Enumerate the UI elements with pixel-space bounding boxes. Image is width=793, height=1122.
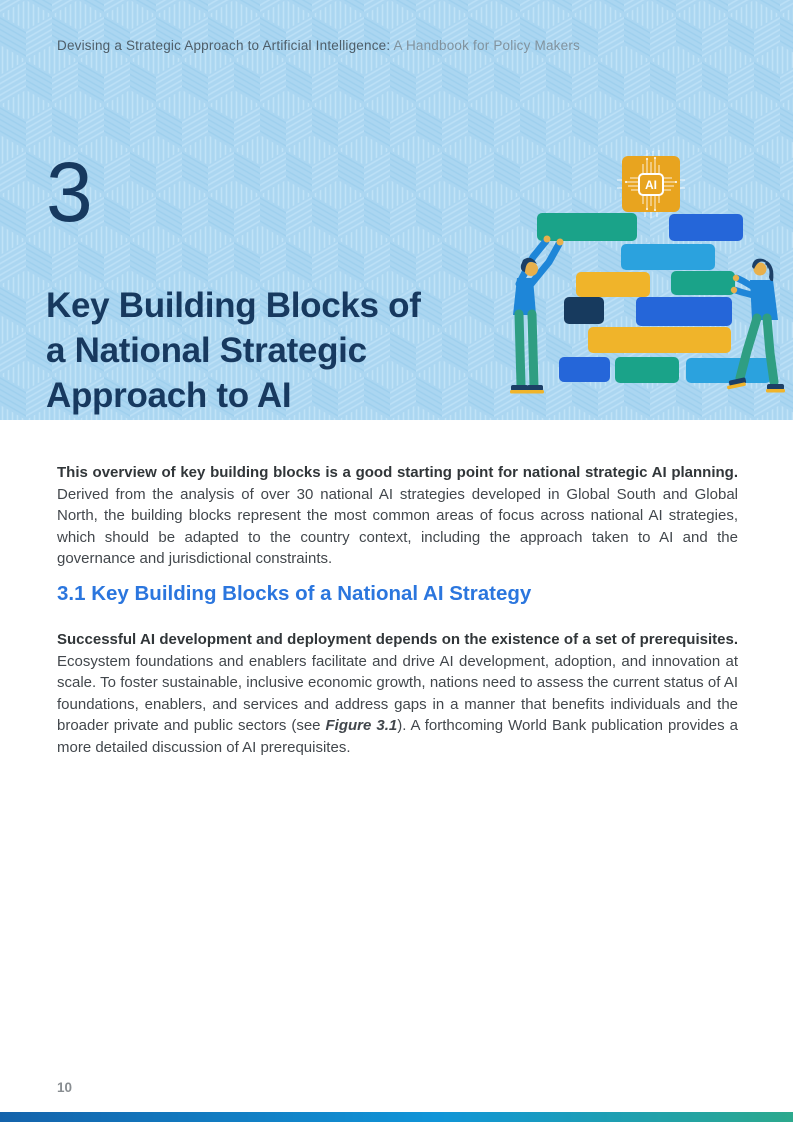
- running-header: [57, 38, 580, 53]
- running-header-title: Devising a Strategic Approach to Artificial Intelligence:: [57, 38, 391, 53]
- ai-chip-label: AI: [645, 178, 657, 192]
- section-body-before-figure: Ecosystem foundations and enablers facilitate and drive AI development, adoption, and innovation at scale. To foster sustainable, inclusive economic growth, nations need to assess the current status of AI foundations, enablers, and services and address gaps in a manner that benefits individuals and the broader private and public sectors (see: [57, 652, 738, 734]
- footer-gradient-bar: [0, 1112, 793, 1122]
- section-lead-sentence: Successful AI development and deployment depends on the existence of a set of prerequisites.: [57, 631, 738, 648]
- section-paragraph: [57, 629, 738, 758]
- chapter-title-line-1: Key Building Blocks of: [46, 286, 421, 326]
- page-number: 10: [57, 1080, 73, 1095]
- chapter-banner: [0, 0, 793, 420]
- chapter-number: 3: [46, 145, 93, 239]
- ai-chip-icon: [617, 150, 685, 218]
- intro-paragraph: [57, 462, 738, 570]
- building-blocks-illustration: [493, 138, 793, 408]
- chapter-title: [46, 283, 421, 418]
- intro-lead-sentence: This overview of key building blocks is a good starting point for national strategic AI planning.: [57, 464, 738, 481]
- running-header-subtitle: A Handbook for Policy Makers: [390, 38, 580, 53]
- intro-body-text: Derived from the analysis of over 30 national AI strategies developed in Global South and Global North, the building blocks represent the most common areas of focus across national AI strategies, which should be adapted to the country context, including the approach taken to AI and the governance and jurisdictional constraints.: [57, 485, 738, 567]
- block-wall: [537, 213, 771, 383]
- person-left: [510, 236, 564, 394]
- chapter-title-line-2: a National Strategic: [46, 331, 367, 371]
- chapter-title-line-3: Approach to AI: [46, 376, 292, 416]
- figure-reference: Figure 3.1: [325, 717, 398, 734]
- section-body-after-figure: ). A forthcoming World Bank publication provides a more detailed discussion of AI prerequisites.: [57, 717, 738, 756]
- section-heading-3-1: 3.1 Key Building Blocks of a National AI Strategy: [57, 582, 532, 605]
